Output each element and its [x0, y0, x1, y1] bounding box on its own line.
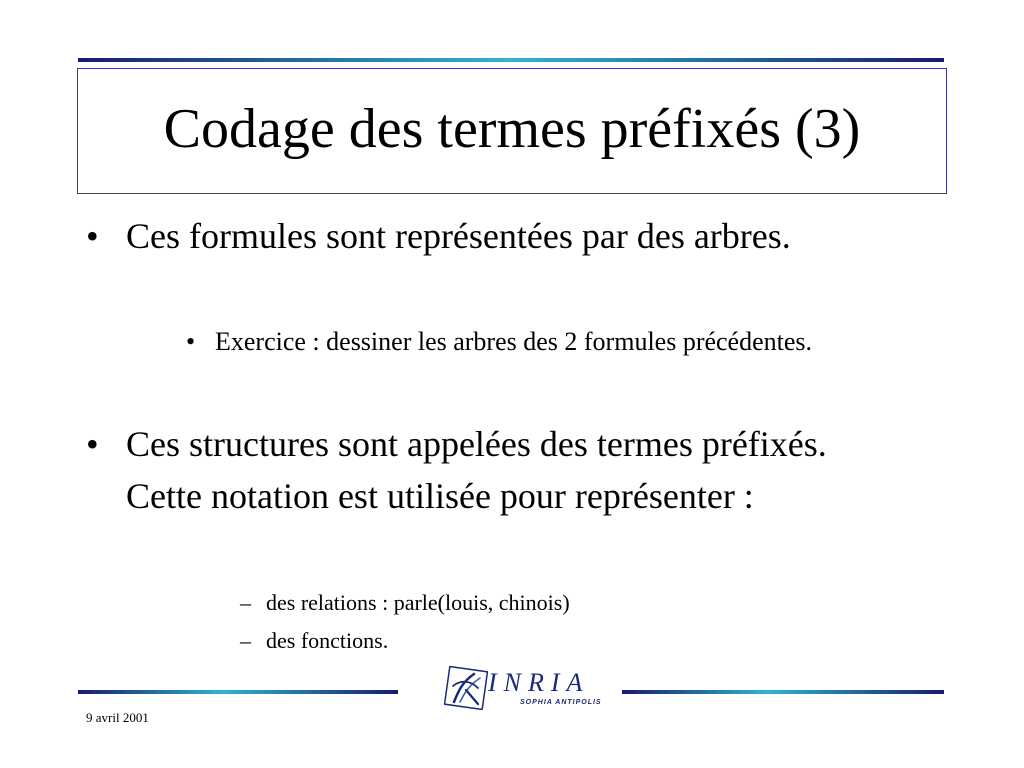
footer-date: 9 avril 2001	[86, 710, 149, 725]
bullet-mark: •	[86, 424, 99, 464]
logo-wordmark: INRIA	[488, 668, 590, 697]
dash-text: des fonctions.	[266, 628, 389, 653]
dash-mark: –	[240, 628, 251, 653]
dash-text: des relations : parle(louis, chinois)	[266, 590, 570, 615]
slide-title: Codage des termes préfixés (3)	[163, 98, 861, 160]
bullet-item-1	[86, 210, 876, 262]
inria-logo-mark-icon	[444, 666, 488, 710]
bottom-left-divider	[78, 690, 398, 694]
dash-item-1	[240, 588, 800, 618]
bottom-right-divider	[622, 690, 944, 694]
bullet-mark: •	[86, 216, 99, 256]
sub-bullet-mark: •	[186, 327, 196, 356]
logo-subtitle: SOPHIA ANTIPOLIS	[520, 699, 602, 706]
dash-item-2	[240, 626, 800, 656]
bullet-item-2	[86, 418, 876, 522]
sub-bullet-item-1	[186, 324, 846, 359]
top-divider	[78, 58, 944, 62]
inria-logo	[444, 664, 600, 714]
sub-bullet-text: Exercice : dessiner les arbres des 2 formules précédentes.	[215, 327, 813, 356]
title-box	[77, 68, 947, 194]
dash-mark: –	[240, 590, 251, 615]
bullet-text: Ces formules sont représentées par des arbres.	[126, 216, 791, 256]
bullet-text: Ces structures sont appelées des termes préfixés. Cette notation est utilisée pour représenter :	[126, 424, 827, 516]
